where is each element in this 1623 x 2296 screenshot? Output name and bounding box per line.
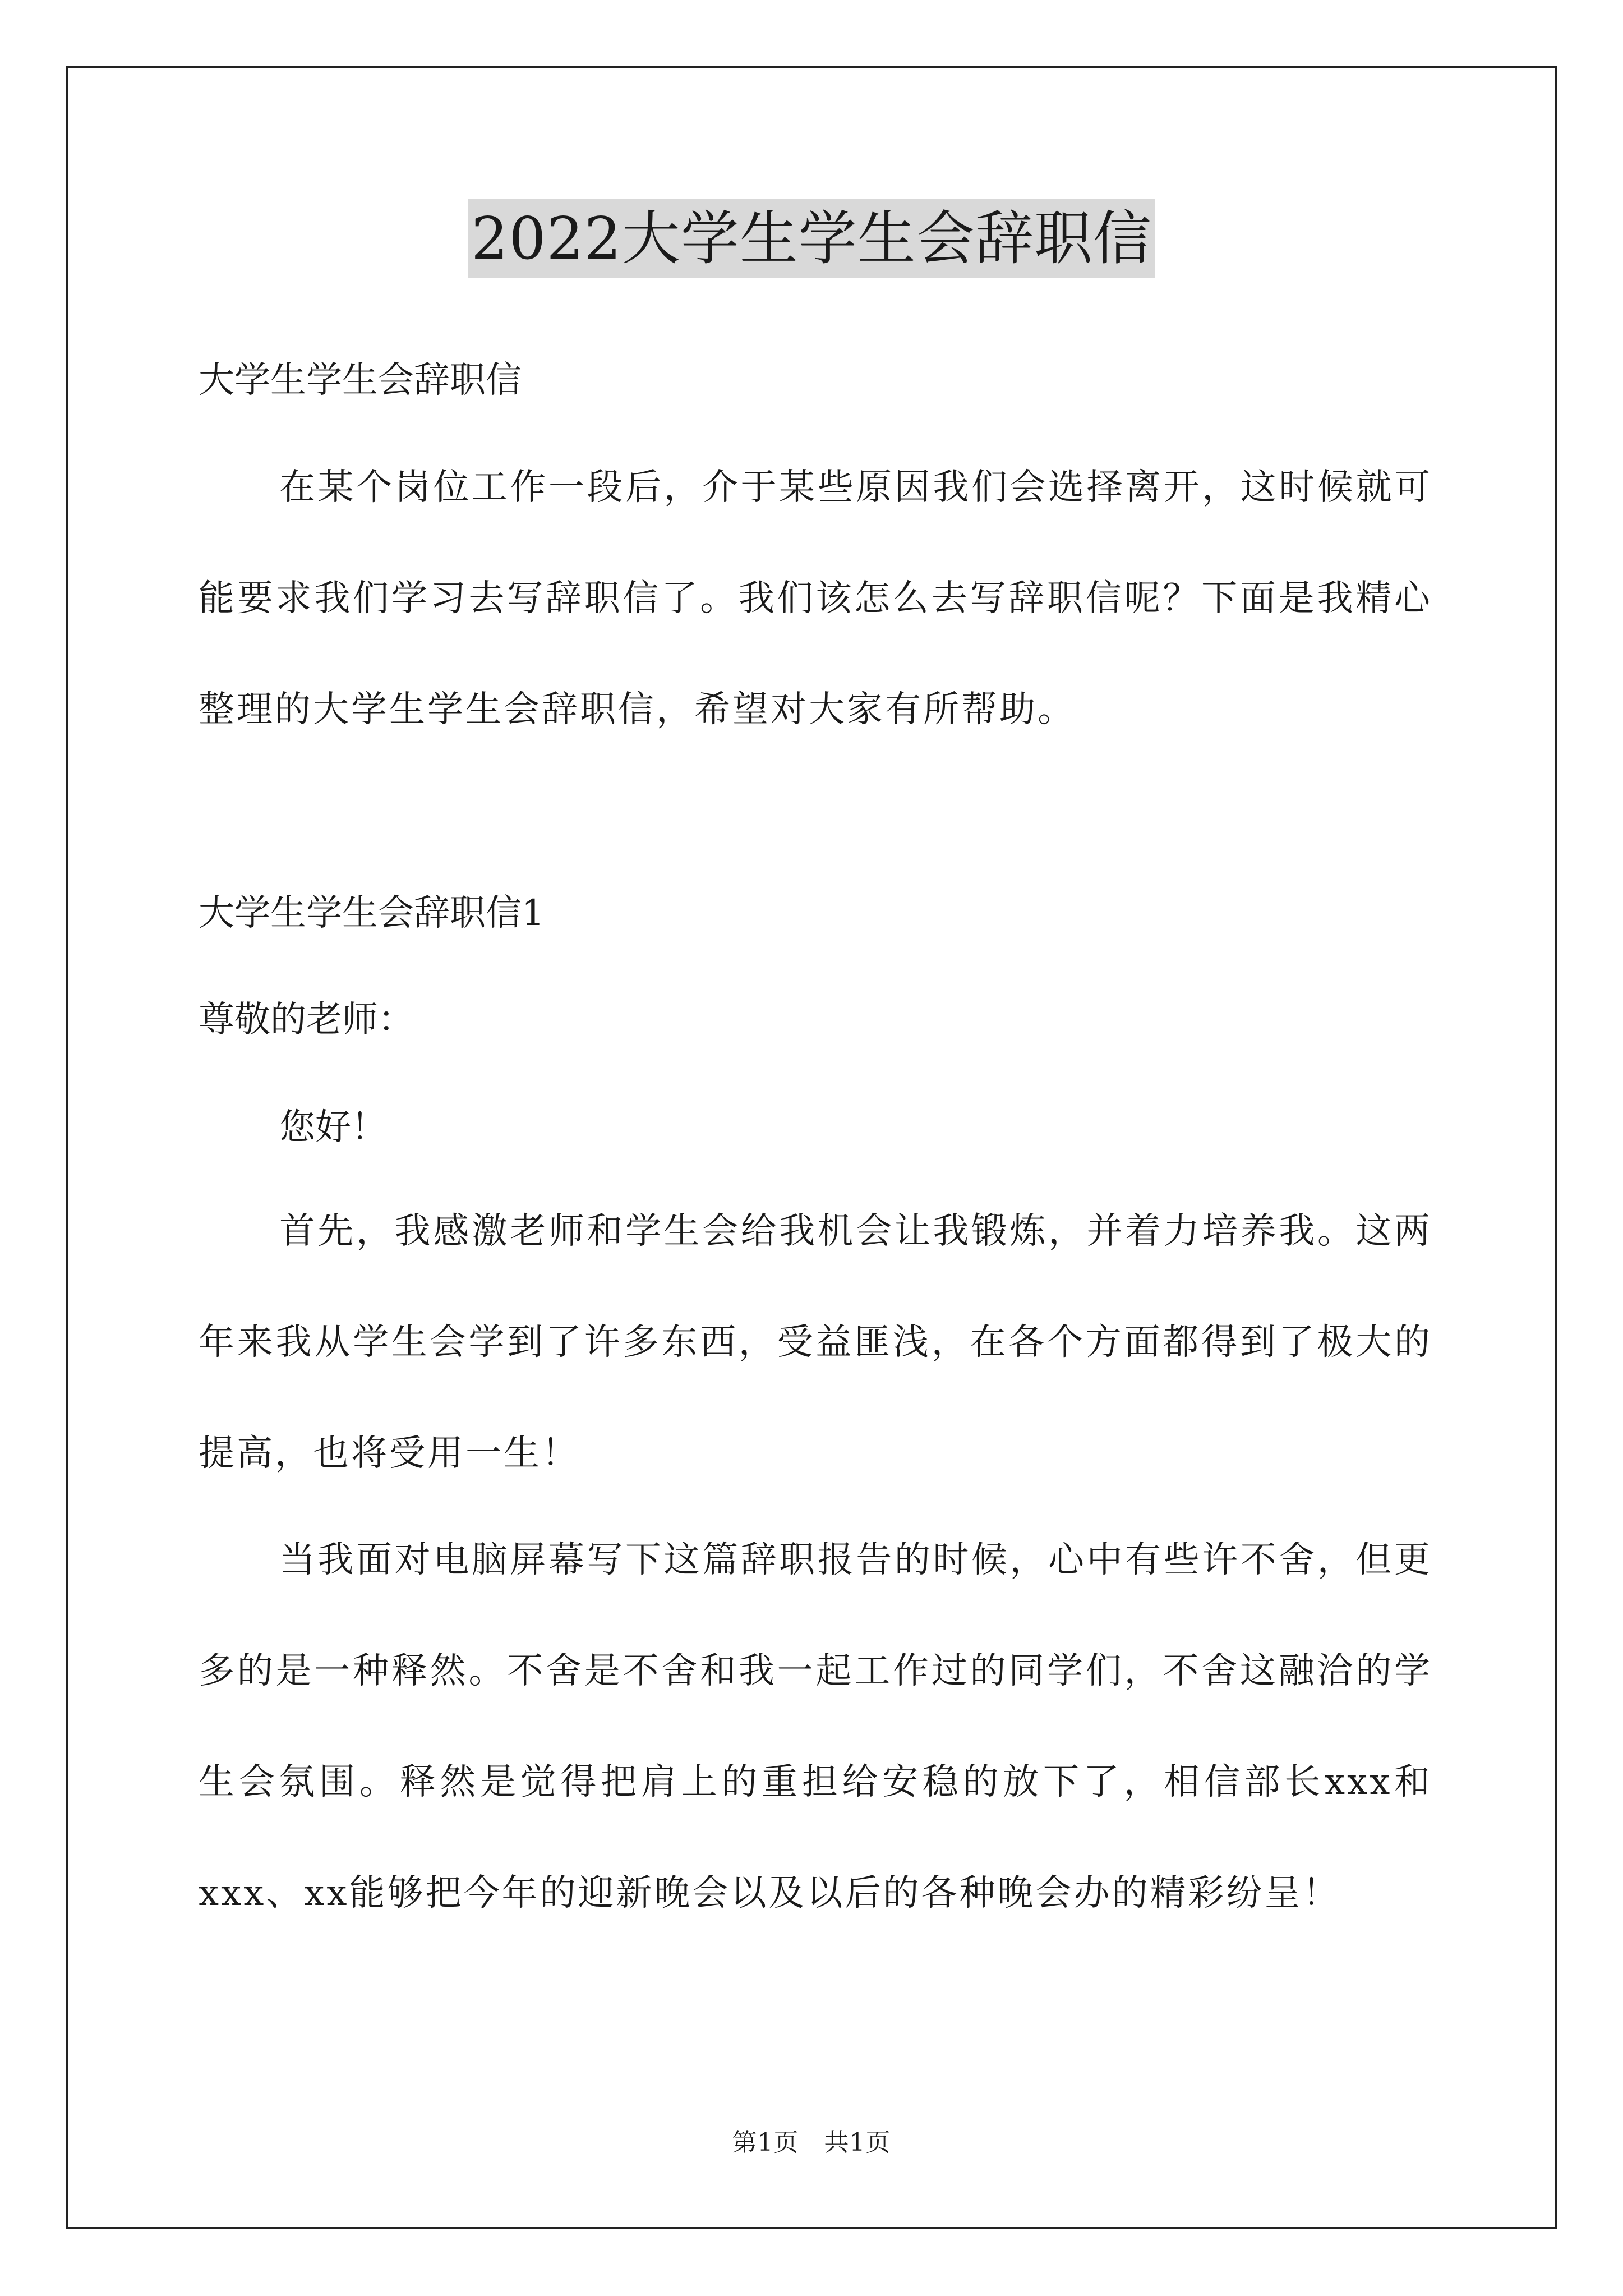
body-paragraph-2: 当我面对电脑屏幕写下这篇辞职报告的时候，心中有些许不舍，但更多的是一种释然。不舍是不舍和我一起工作过的同学们，不舍这融洽的学生会氛围。释然是觉得把肩上的重担给安稳的放下了，相信部长xxx和xxx、xx能够把今年的迎新晚会以及以后的各种晚会办的精彩纷呈！ (199, 1539, 1432, 1914)
greeting: 您好！ (279, 1107, 387, 1148)
document-title: 2022大学生学生会辞职信 (468, 199, 1155, 278)
body-paragraph-1: 首先，我感激老师和学生会给我机会让我锻炼，并着力培养我。这两年来我从学生会学到了许多东西，受益匪浅，在各个方面都得到了极大的提高，也将受用一生！ (199, 1211, 1432, 1474)
page-number-footer: 第1页 共1页 (732, 2128, 891, 2157)
intro-paragraph: 在某个岗位工作一段后，介于某些原因我们会选择离开，这时候就可能要求我们学习去写辞职信了。我们该怎么去写辞职信呢？下面是我精心整理的大学生学生会辞职信，希望对大家有所帮助。 (199, 467, 1432, 730)
section-heading: 大学生学生会辞职信1 (199, 892, 545, 934)
title-container (0, 199, 1623, 278)
salutation: 尊敬的老师： (199, 999, 414, 1041)
document-subtitle: 大学生学生会辞职信 (199, 360, 522, 401)
